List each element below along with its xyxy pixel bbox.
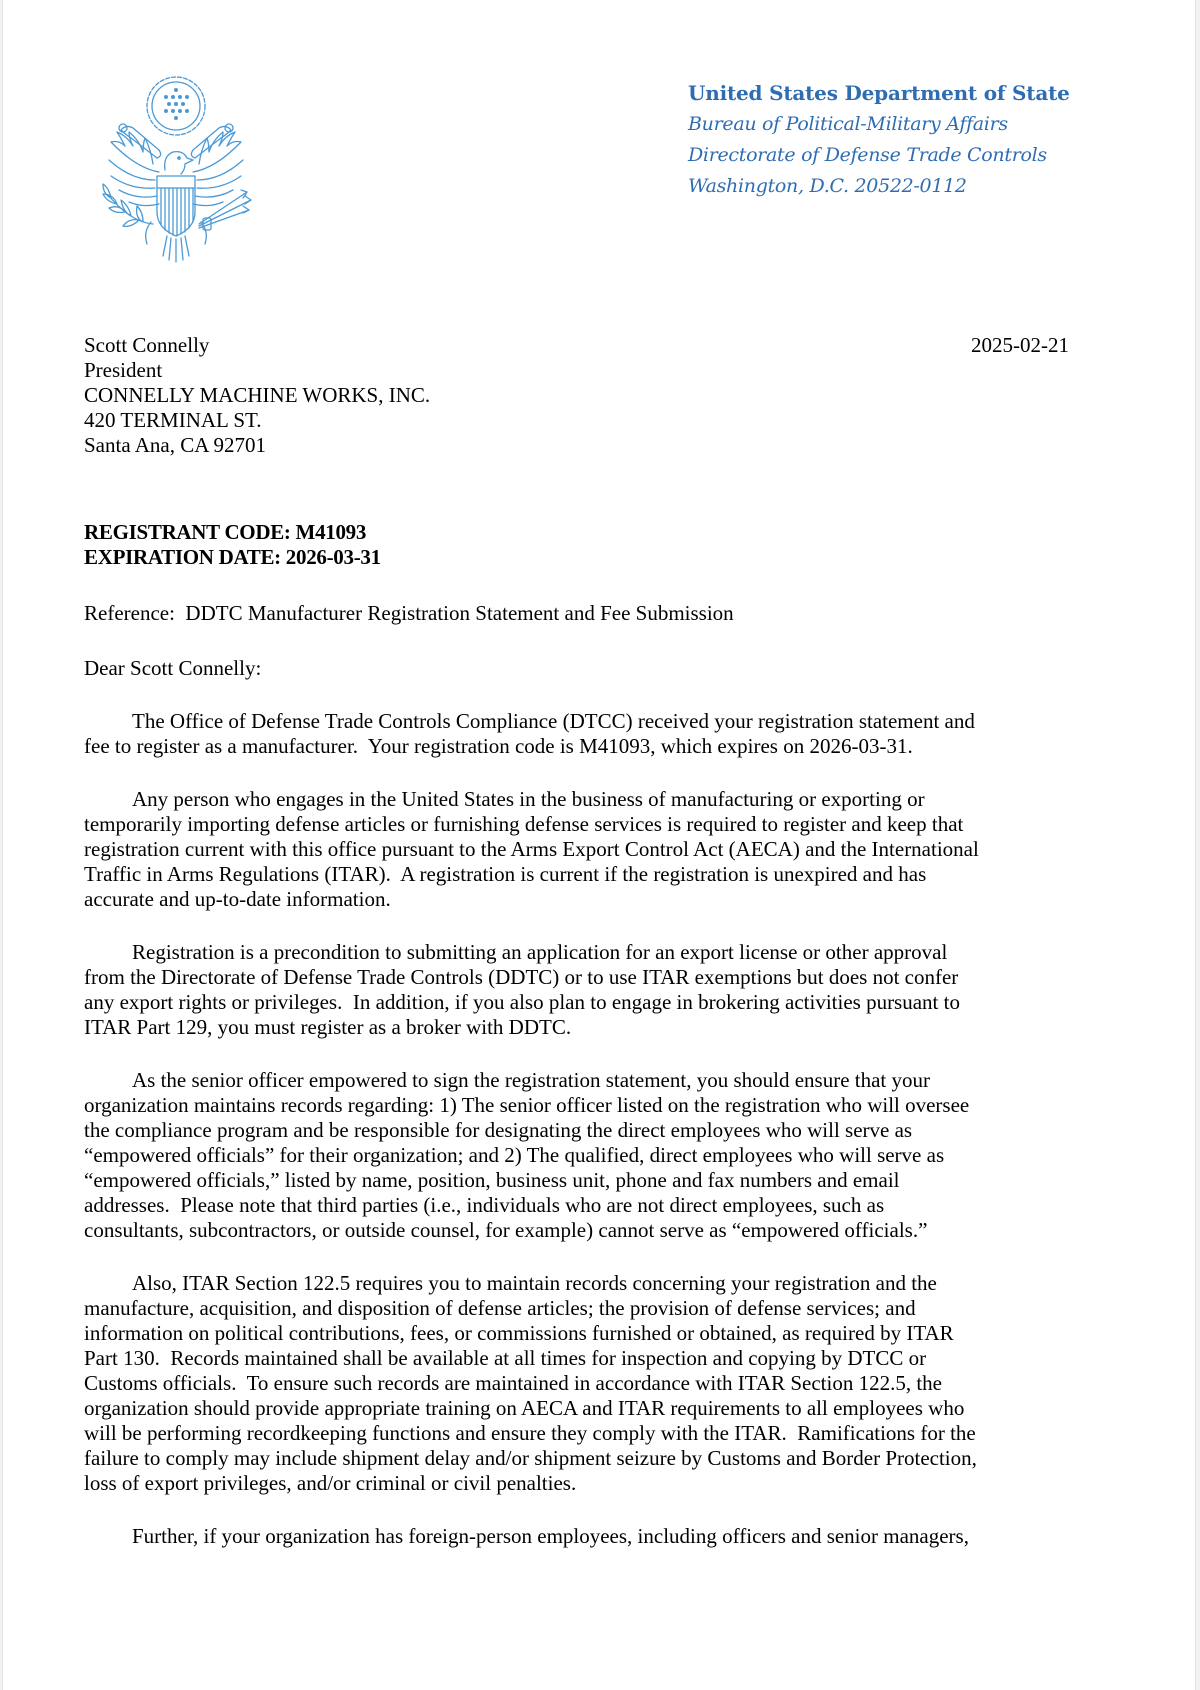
glory-circle <box>147 77 205 135</box>
paragraph-line: information on political contributions, fees, or commissions furnished or obtained, as required by ITAR <box>84 1321 954 1345</box>
letter-page <box>2 0 1196 1690</box>
registrant-code: REGISTRANT CODE: M41093 <box>84 520 367 544</box>
paragraph-line: accurate and up-to-date information. <box>84 887 391 911</box>
body-paragraph <box>84 1271 1124 1496</box>
salutation: Dear Scott Connelly: <box>84 656 262 680</box>
paragraph-line: fee to register as a manufacturer. Your registration code is M41093, which expires on 2026-03-31. <box>84 734 913 758</box>
paragraph-line: Part 130. Records maintained shall be available at all times for inspection and copying by DTCC or <box>84 1346 927 1370</box>
recipient-street: 420 TERMINAL ST. <box>84 408 262 432</box>
paragraph-line: organization should provide appropriate training on AECA and ITAR requirements to all employees who <box>84 1396 965 1420</box>
great-seal-icon <box>81 72 271 272</box>
paragraph-line: Traffic in Arms Regulations (ITAR). A registration is current if the registration is unexpired and has <box>84 862 927 886</box>
paragraph-line: “empowered officials” for their organization; and 2) The qualified, direct employees who will serve as <box>84 1143 945 1167</box>
directorate-name: Directorate of Defense Trade Controls <box>688 144 1047 166</box>
bureau-name: Bureau of Political-Military Affairs <box>688 113 1008 135</box>
paragraph-line: Also, ITAR Section 122.5 requires you to maintain records concerning your registration and the <box>132 1271 937 1295</box>
letter-date: 2025-02-21 <box>971 333 1069 357</box>
recipient-name: Scott Connelly <box>84 333 210 357</box>
letterhead <box>688 78 1070 202</box>
recipient-city: Santa Ana, CA 92701 <box>84 433 266 457</box>
paragraph-line: The Office of Defense Trade Controls Compliance (DTCC) received your registration statement and <box>132 709 975 733</box>
expiration-date: EXPIRATION DATE: 2026-03-31 <box>84 545 381 569</box>
paragraph-line: consultants, subcontractors, or outside counsel, for example) cannot serve as “empowered officials.” <box>84 1218 928 1242</box>
paragraph-line: organization maintains records regarding: 1) The senior officer listed on the registration who will oversee <box>84 1093 970 1117</box>
paragraph-line: Customs officials. To ensure such records are maintained in accordance with ITAR Section 122.5, the <box>84 1371 943 1395</box>
registration-codes <box>84 520 381 570</box>
paragraph-line: Further, if your organization has foreign-person employees, including officers and senior managers, <box>132 1524 969 1548</box>
recipient-title: President <box>84 358 163 382</box>
paragraph-line: addresses. Please note that third parties (i.e., individuals who are not direct employees, such as <box>84 1193 885 1217</box>
department-name: United States Department of State <box>688 81 1070 105</box>
paragraph-line: the compliance program and be responsible for designating the direct employees who will serve as <box>84 1118 913 1142</box>
office-address: Washington, D.C. 20522-0112 <box>688 175 967 197</box>
body-paragraph <box>84 709 1124 759</box>
letter-body <box>84 709 1124 1577</box>
eagle-head <box>165 152 193 174</box>
arrows <box>199 190 251 230</box>
reference-line: Reference: DDTC Manufacturer Registration Statement and Fee Submission <box>84 601 734 625</box>
paragraph-line: Any person who engages in the United States in the business of manufacturing or exporting or <box>132 787 925 811</box>
paragraph-line: will be performing recordkeeping functions and ensure they comply with the ITAR. Ramifications for the <box>84 1421 976 1445</box>
paragraph-line: ITAR Part 129, you must register as a broker with DDTC. <box>84 1015 572 1039</box>
paragraph-line: “empowered officials,” listed by name, position, business unit, phone and fax numbers and email <box>84 1168 900 1192</box>
paragraph-line: temporarily importing defense articles or furnishing defense services is required to register and keep that <box>84 812 964 836</box>
paragraph-line: registration current with this office pursuant to the Arms Export Control Act (AECA) and the International <box>84 837 979 861</box>
body-paragraph <box>84 787 1124 912</box>
paragraph-line: loss of export privileges, and/or criminal or civil penalties. <box>84 1471 577 1495</box>
body-paragraph <box>84 940 1124 1040</box>
recipient-address <box>84 333 430 458</box>
paragraph-line: As the senior officer empowered to sign the registration statement, you should ensure that your <box>132 1068 930 1092</box>
eagle-tail <box>146 222 207 262</box>
recipient-company: CONNELLY MACHINE WORKS, INC. <box>84 383 431 407</box>
paragraph-line: Registration is a precondition to submitting an application for an export license or other approval <box>132 940 948 964</box>
paragraph-line: manufacture, acquisition, and disposition of defense articles; the provision of defense services; and <box>84 1296 916 1320</box>
motto-scroll <box>119 124 233 158</box>
body-paragraph <box>84 1524 1124 1549</box>
paragraph-line: any export rights or privileges. In addition, if you also plan to engage in brokering activities pursuant to <box>84 990 960 1014</box>
paragraph-line: from the Directorate of Defense Trade Controls (DDTC) or to use ITAR exemptions but does not confer <box>84 965 959 989</box>
shield <box>157 176 195 236</box>
paragraph-line: failure to comply may include shipment delay and/or shipment seizure by Customs and Border Protection, <box>84 1446 977 1470</box>
body-paragraph <box>84 1068 1124 1243</box>
